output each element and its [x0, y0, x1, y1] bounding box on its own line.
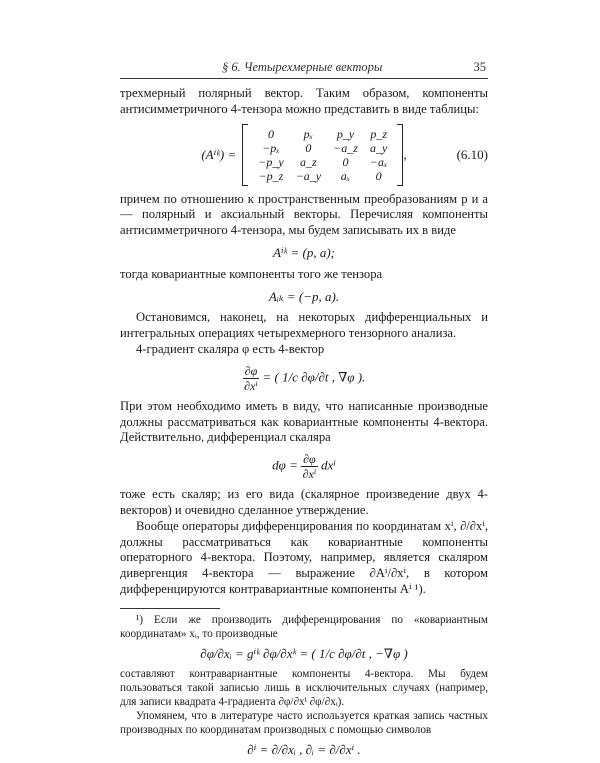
matrix-cell: p_y [336, 126, 355, 141]
equation [120, 289, 488, 305]
matrix-cell: −p_z [258, 168, 284, 183]
footnote-rule [120, 608, 220, 609]
numerator: ∂φ [244, 363, 258, 378]
diff-lhs: dφ = [272, 457, 298, 473]
diff-rhs: dxⁱ [320, 457, 336, 473]
footnote-text: ¹) Если же производить дифференцирования по «ковариантным координатам» xᵢ, то производные [120, 613, 488, 640]
denominator: ∂xⁱ [244, 378, 258, 393]
paragraph: тоже есть скаляр; из его вида (скалярное произведение двух 4-векторов) и очевидно сделанное утверждение. [120, 487, 488, 517]
matrix-cell: −p_y [258, 154, 284, 169]
footnote-eq2: ∂ⁱ = ∂/∂xᵢ , ∂ᵢ = ∂/∂xⁱ . [247, 741, 361, 757]
left-bracket [242, 124, 248, 186]
matrix-tail: , [403, 146, 407, 162]
matrix-cell: p_z [370, 126, 387, 141]
matrix-cell: −a_z [333, 140, 358, 155]
paragraph: трехмерный полярный вектор. Таким образом, компоненты антисимметричного 4-тензора можно представить в виде таблицы: [120, 86, 488, 116]
footnote-text: Упомянем, что в литературе часто используется краткая запись частных производных по координатам производных с помощью символов [120, 709, 488, 736]
differential-equation [120, 452, 488, 481]
footnote-eq1: ∂φ/∂xᵢ = gⁱᵏ ∂φ/∂xᵏ = ( 1/c ∂φ/∂t , −∇φ ) [200, 645, 408, 661]
matrix-cell: aₓ [340, 168, 351, 183]
matrix-equation [120, 124, 488, 186]
matrix-cell: pₓ [303, 126, 314, 141]
denominator: ∂xⁱ [302, 467, 317, 482]
paragraph: тогда ковариантные компоненты того же тензора [120, 266, 383, 281]
footnote-equation [120, 647, 488, 661]
matrix-cell: 0 [267, 126, 274, 141]
matrix-cell: 0 [342, 154, 349, 169]
tensor-matrix [252, 127, 393, 183]
equation [120, 245, 488, 261]
footnote-text: составляют контравариантные компоненты 4-вектора. Мы будем пользоваться такой записью лишь в исключительных случаях (например, для записи квадрата 4-градиента ∂φ/∂xⁱ ∂φ/∂xᵢ). [120, 667, 488, 708]
matrix-cell: 0 [305, 140, 312, 155]
fraction [243, 364, 260, 393]
equation-number: (6.10) [456, 146, 488, 162]
matrix-cell: a_z [300, 154, 317, 169]
matrix-lhs: (Aⁱᵏ) = [201, 146, 237, 162]
running-header [120, 60, 488, 79]
paragraph: Остановимся, наконец, на некоторых дифференциальных и интегральных операциях четырехмерного тензорного анализа. [120, 310, 488, 341]
page-number: 35 [473, 60, 486, 74]
eq-contravariant: Aⁱᵏ = (p, a); [273, 244, 335, 260]
matrix-cell: −a_y [295, 168, 322, 183]
eq-covariant: Aᵢₖ = (−p, a). [268, 288, 340, 304]
paragraph: причем по отношению к пространственным преобразованиям p и a — полярный и аксиальный векторы. Перечисляя компоненты антисимметричного 4-тензора, мы будем записывать их в виде [120, 191, 488, 238]
section-title: § 6. Четырехмерные векторы [222, 60, 383, 74]
numerator: ∂φ [303, 452, 316, 467]
paragraph: Вообще операторы дифференцирования по координатам xⁱ, ∂/∂xⁱ, должны рассматриваться как ковариантные компоненты операторного 4-вектора. Поэтому, например, является скаляром дивергенция 4-вектора — выражение ∂Aⁱ/∂xⁱ, в котором дифференцируются контравариантные компоненты Aⁱ ¹). [120, 518, 488, 596]
gradient-equation [120, 364, 488, 393]
fraction [301, 452, 318, 481]
main-text [120, 86, 488, 763]
paragraph: При этом необходимо иметь в виду, что написанные производные должны рассматриваться как ковариантные компоненты 4-вектора. Действительно, дифференциал скаляра [120, 398, 488, 445]
paragraph: 4-градиент скаляра φ есть 4-вектор [136, 341, 325, 356]
footnote [120, 613, 488, 757]
matrix-cell: 0 [375, 168, 382, 183]
matrix-cell: a_y [369, 140, 388, 155]
matrix-cell: −pₓ [262, 140, 280, 155]
matrix-cell: −aₓ [369, 154, 388, 169]
gradient-rhs: = ( 1/c ∂φ/∂t , ∇φ ). [262, 369, 366, 385]
